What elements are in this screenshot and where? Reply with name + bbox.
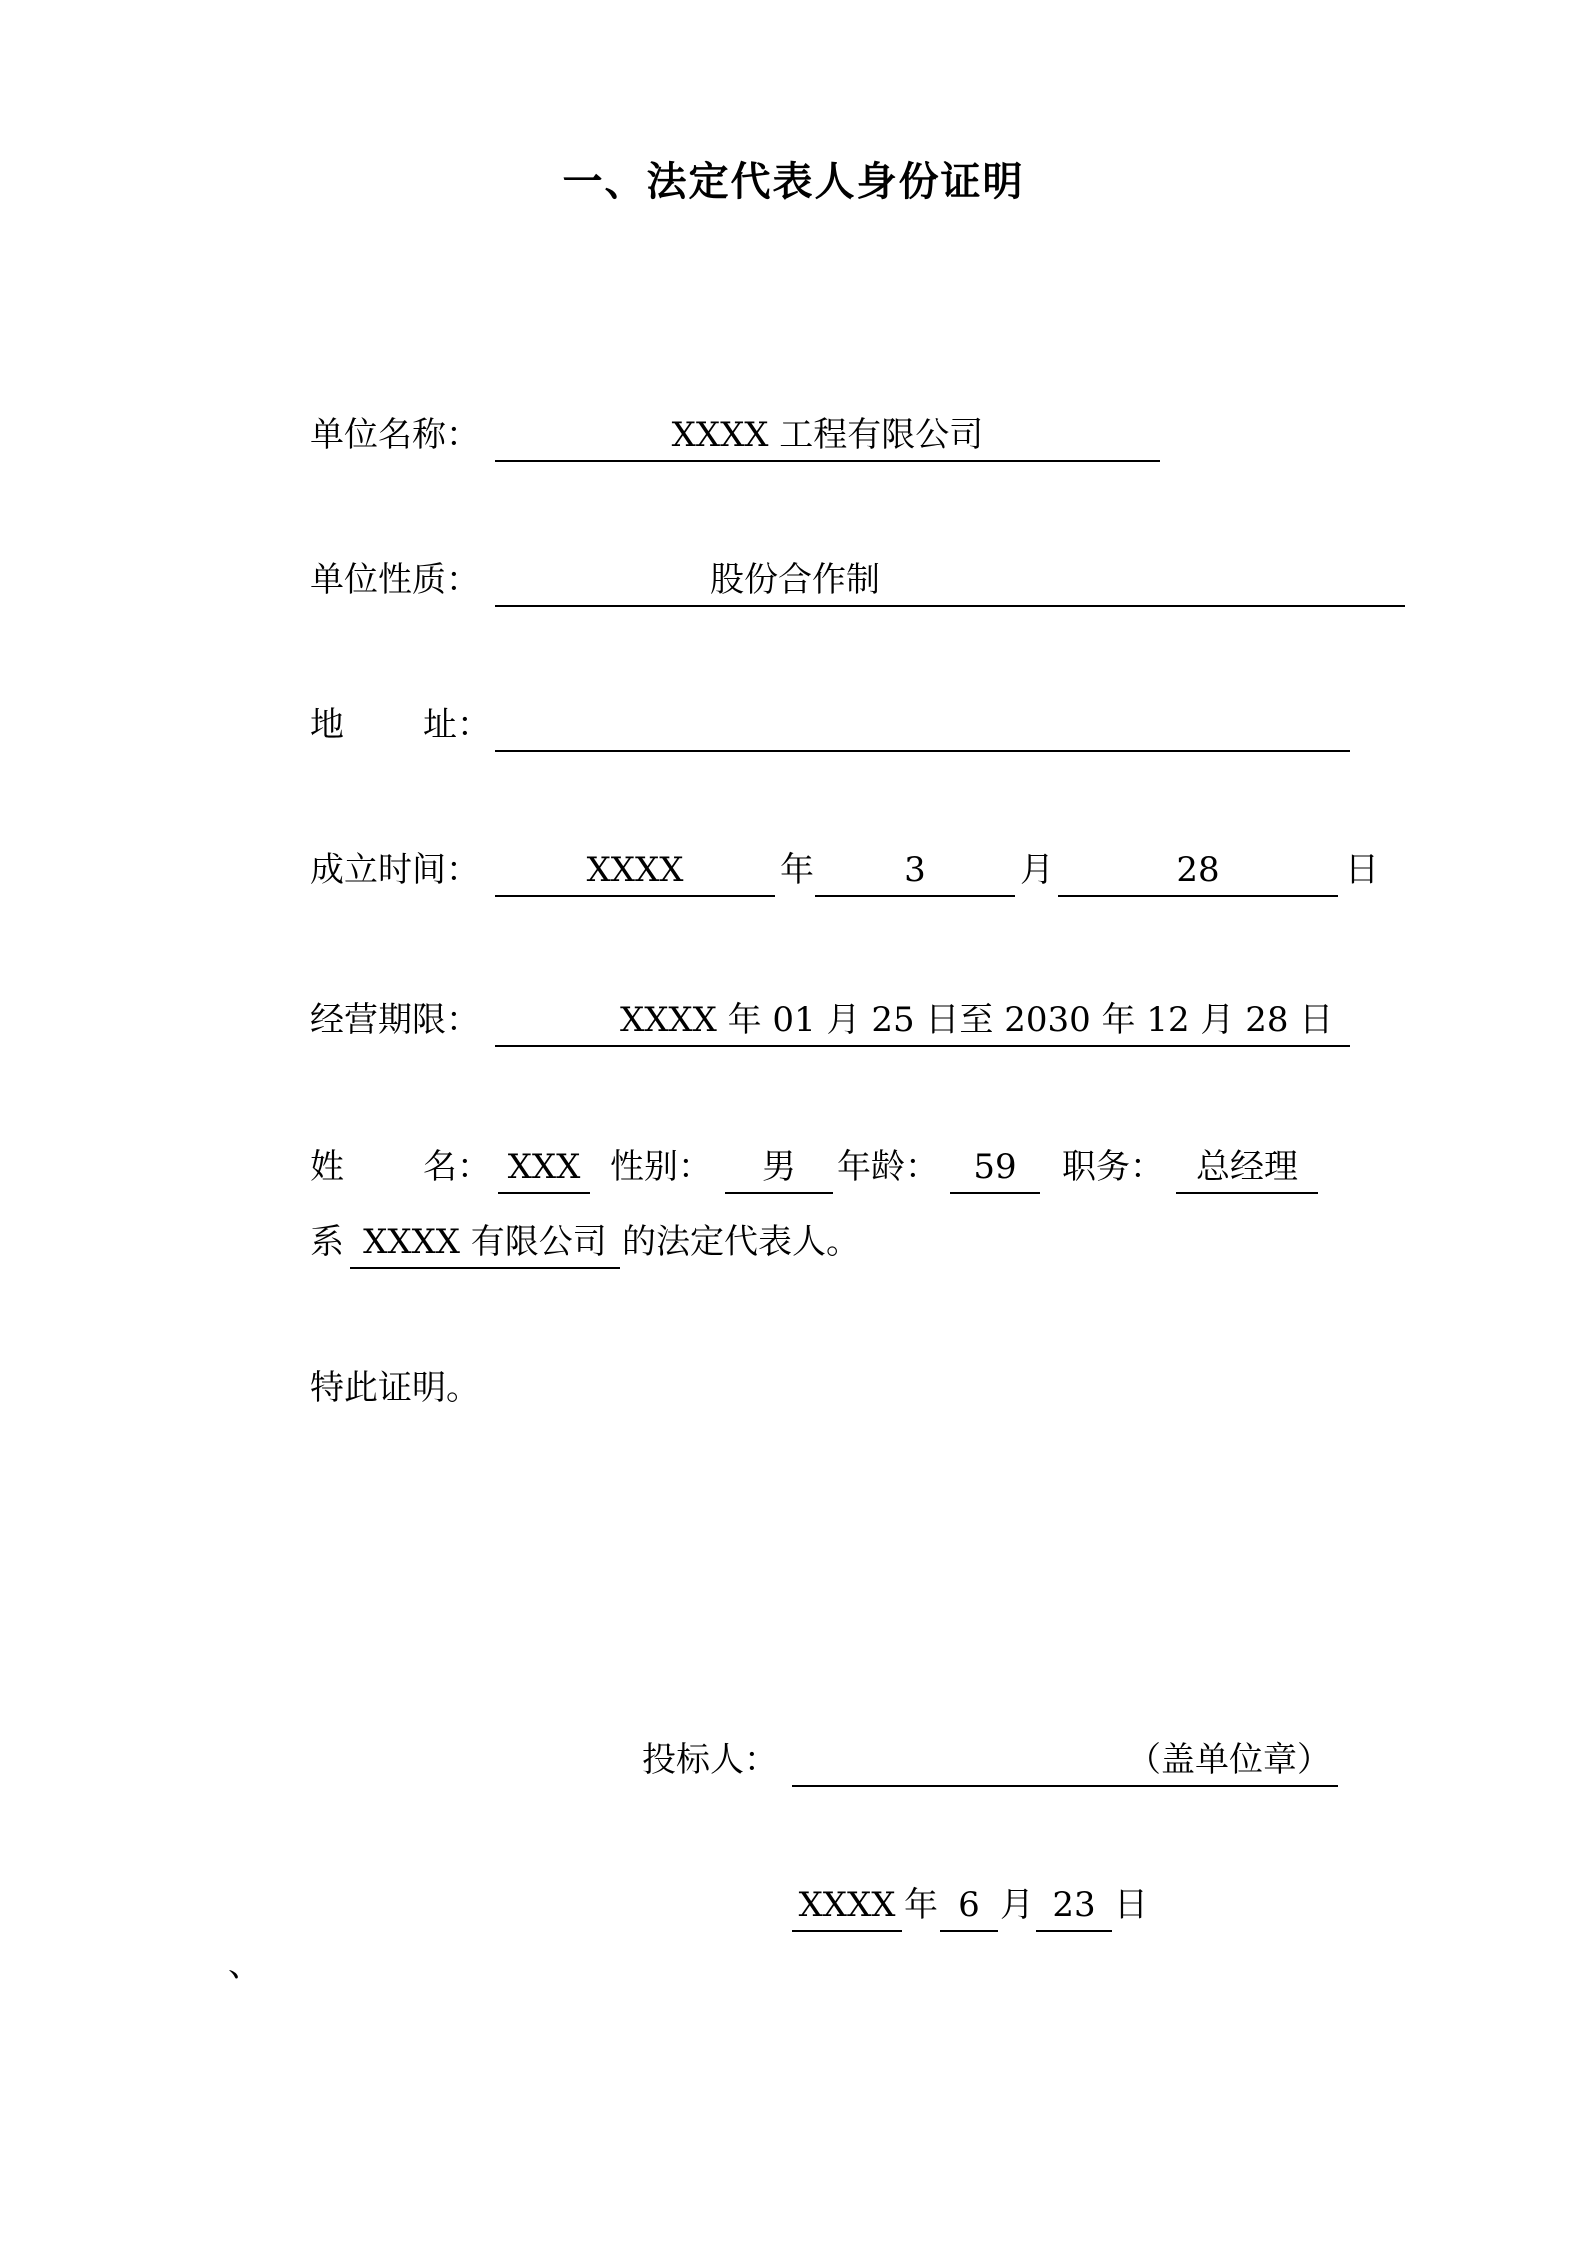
established-month: 3 bbox=[815, 845, 1015, 897]
person-position: 总经理 bbox=[1176, 1142, 1318, 1194]
bidder-label: 投标人： bbox=[642, 1740, 778, 1780]
position-label: 职务： bbox=[1062, 1147, 1164, 1187]
address-value bbox=[495, 700, 1350, 752]
established-day-unit: 日 bbox=[1345, 850, 1379, 890]
unit-nature-text: 股份合作制 bbox=[710, 560, 880, 600]
person-gender: 男 bbox=[725, 1142, 833, 1194]
address-label-b: 址： bbox=[423, 705, 491, 745]
unit-nature-label: 单位性质： bbox=[310, 560, 480, 600]
established-label: 成立时间： bbox=[310, 850, 480, 890]
unit-nature-value bbox=[495, 555, 1405, 607]
unit-name-value: XXXX 工程有限公司 bbox=[495, 410, 1160, 462]
person-name: XXX bbox=[498, 1142, 590, 1194]
date-month-unit: 月 bbox=[1000, 1885, 1034, 1925]
stray-mark: 、 bbox=[228, 1945, 262, 1985]
date-day-unit: 日 bbox=[1114, 1885, 1148, 1925]
unit-name-label: 单位名称： bbox=[310, 415, 480, 455]
relation-company: XXXX 有限公司 bbox=[350, 1217, 620, 1269]
bidder-blank bbox=[792, 1735, 1338, 1787]
date-year: XXXX bbox=[792, 1880, 902, 1932]
person-age: 59 bbox=[950, 1142, 1040, 1194]
seal-note: （盖单位章） bbox=[1127, 1740, 1331, 1780]
established-year: XXXX bbox=[495, 845, 775, 897]
certify-text: 特此证明。 bbox=[310, 1368, 480, 1408]
gender-label: 性别： bbox=[610, 1147, 712, 1187]
document-title: 一、法定代表人身份证明 bbox=[562, 159, 1025, 205]
established-month-unit: 月 bbox=[1020, 850, 1054, 890]
relation-suffix: 的法定代表人。 bbox=[622, 1222, 860, 1262]
age-label: 年龄： bbox=[837, 1147, 939, 1187]
date-day: 23 bbox=[1036, 1880, 1112, 1932]
term-text: XXXX 年 01 月 25 日至 2030 年 12 月 28 日 bbox=[620, 1000, 1334, 1040]
relation-prefix: 系 bbox=[310, 1222, 344, 1262]
date-year-unit: 年 bbox=[904, 1885, 938, 1925]
address-label-a: 地 bbox=[310, 705, 344, 745]
name-label-b: 名： bbox=[423, 1147, 491, 1187]
established-day: 28 bbox=[1058, 845, 1338, 897]
date-month: 6 bbox=[940, 1880, 998, 1932]
term-value bbox=[495, 995, 1350, 1047]
term-label: 经营期限： bbox=[310, 1000, 480, 1040]
name-label-a: 姓 bbox=[310, 1147, 344, 1187]
established-year-unit: 年 bbox=[780, 850, 814, 890]
